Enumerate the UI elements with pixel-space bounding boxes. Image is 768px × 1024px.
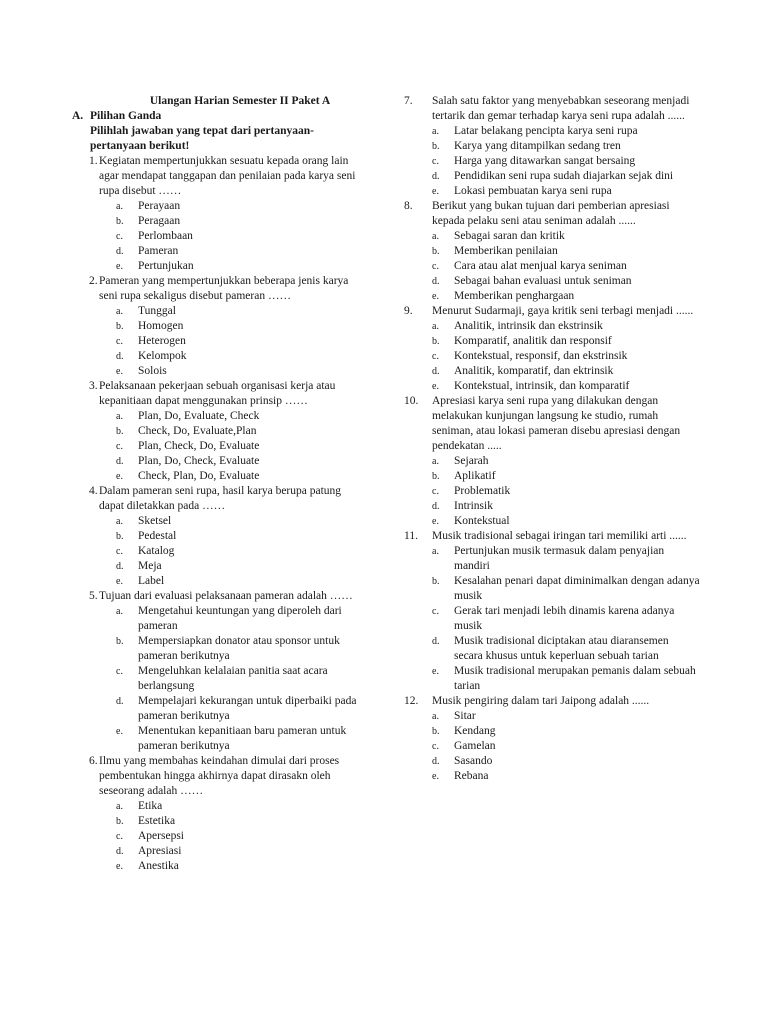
option-text: Memberikan penilaian xyxy=(454,245,558,257)
section-title: Pilihan Ganda xyxy=(90,110,162,122)
option-text: Heterogen xyxy=(138,335,186,347)
option-letter: c. xyxy=(432,741,439,752)
option-list xyxy=(72,409,368,484)
question-text: Dalam pameran seni rupa, hasil karya berupa patung dapat diletakkan pada …… xyxy=(99,485,342,512)
answer-option xyxy=(404,544,700,574)
answer-option xyxy=(72,259,368,274)
question-text: Salah satu faktor yang menyebabkan seseorang menjadi tertarik dan gemar terhadap karya seni rupa adalah ...... xyxy=(432,95,690,122)
option-text: Sebagai saran dan kritik xyxy=(454,230,565,242)
question-number: 2. xyxy=(89,275,98,287)
answer-option xyxy=(72,664,368,694)
answer-option xyxy=(72,844,368,859)
question-number: 12. xyxy=(404,695,419,707)
option-text: Kontekstual, responsif, dan ekstrinsik xyxy=(454,350,628,362)
answer-option xyxy=(404,484,700,499)
option-text: Katalog xyxy=(138,545,175,557)
answer-option xyxy=(404,274,700,289)
option-text: Menentukan kepanitiaan baru pameran untuk pameran berikutnya xyxy=(138,725,347,752)
question-list-left xyxy=(72,154,368,874)
option-list xyxy=(72,604,368,754)
option-letter: a. xyxy=(116,201,123,212)
question-item xyxy=(72,154,368,274)
page-title: Ulangan Harian Semester II Paket A xyxy=(149,95,331,107)
option-text: Solois xyxy=(138,365,167,377)
option-letter: e. xyxy=(116,471,123,482)
option-letter: a. xyxy=(432,456,439,467)
answer-option xyxy=(72,454,368,469)
option-list xyxy=(404,319,700,394)
option-text: Apresiasi xyxy=(138,845,182,857)
question-stem xyxy=(72,484,368,514)
answer-option xyxy=(404,319,700,334)
option-text: Analitik, komparatif, dan ektrinsik xyxy=(454,365,614,377)
option-text: Pendidikan seni rupa sudah diajarkan sejak dini xyxy=(454,170,674,182)
left-column xyxy=(72,94,368,874)
option-letter: a. xyxy=(432,126,439,137)
question-text: Menurut Sudarmaji, gaya kritik seni terbagi menjadi ...... xyxy=(432,305,694,317)
question-stem xyxy=(404,199,700,229)
option-text: Peragaan xyxy=(138,215,181,227)
option-text: Kendang xyxy=(454,725,496,737)
answer-option xyxy=(404,499,700,514)
question-item xyxy=(72,589,368,754)
option-letter: a. xyxy=(116,801,123,812)
option-letter: b. xyxy=(116,321,124,332)
question-number: 6. xyxy=(89,755,98,767)
answer-option xyxy=(72,439,368,454)
option-text: Check, Plan, Do, Evaluate xyxy=(138,470,260,482)
option-text: Tunggal xyxy=(138,305,176,317)
question-stem xyxy=(404,304,700,319)
answer-option xyxy=(404,139,700,154)
option-text: Mempersiapkan donator atau sponsor untuk pameran berikutnya xyxy=(138,635,340,662)
option-letter: a. xyxy=(116,606,123,617)
answer-option xyxy=(72,229,368,244)
question-stem xyxy=(404,394,700,454)
answer-option xyxy=(404,169,700,184)
question-text: Musik pengiring dalam tari Jaipong adalah ...... xyxy=(432,695,650,707)
question-text: Tujuan dari evaluasi pelaksanaan pameran adalah …… xyxy=(99,590,353,602)
option-text: Kontekstual, intrinsik, dan komparatif xyxy=(454,380,630,392)
question-item xyxy=(404,94,700,199)
answer-option xyxy=(404,154,700,169)
question-stem xyxy=(72,589,368,604)
answer-option xyxy=(72,349,368,364)
option-list xyxy=(72,304,368,379)
option-letter: e. xyxy=(116,366,123,377)
option-list xyxy=(72,199,368,274)
option-text: Estetika xyxy=(138,815,176,827)
option-letter: c. xyxy=(432,606,439,617)
question-item xyxy=(72,379,368,484)
answer-option xyxy=(72,544,368,559)
option-letter: d. xyxy=(116,561,124,572)
answer-option xyxy=(404,349,700,364)
answer-option xyxy=(404,709,700,724)
option-letter: b. xyxy=(116,816,124,827)
answer-option xyxy=(72,514,368,529)
option-letter: e. xyxy=(432,291,439,302)
option-text: Memberikan penghargaan xyxy=(454,290,575,302)
section-heading xyxy=(72,109,368,124)
question-text: Berikut yang bukan tujuan dari pemberian apresiasi kepada pelaku seni atau seniman adalah ...... xyxy=(432,200,670,227)
question-number: 8. xyxy=(404,200,413,212)
question-item xyxy=(404,394,700,529)
option-letter: a. xyxy=(432,711,439,722)
option-text: Perlombaan xyxy=(138,230,193,242)
answer-option xyxy=(72,694,368,724)
option-text: Apersepsi xyxy=(138,830,184,842)
option-text: Plan, Do, Check, Evaluate xyxy=(138,455,260,467)
option-letter: c. xyxy=(116,441,123,452)
option-text: Sitar xyxy=(454,710,476,722)
question-text: Pelaksanaan pekerjaan sebuah organisasi kerja atau kepanitiaan dapat menggunakan prinsip …… xyxy=(99,380,336,407)
option-text: Mengetahui keuntungan yang diperoleh dari pameran xyxy=(138,605,342,632)
option-letter: d. xyxy=(116,246,124,257)
answer-option xyxy=(404,604,700,634)
option-letter: b. xyxy=(116,636,124,647)
option-letter: b. xyxy=(116,426,124,437)
question-number: 11. xyxy=(404,530,418,542)
answer-option xyxy=(72,829,368,844)
option-list xyxy=(404,124,700,199)
question-number: 9. xyxy=(404,305,413,317)
question-stem xyxy=(72,379,368,409)
option-list xyxy=(404,544,700,694)
option-text: Kelompok xyxy=(138,350,187,362)
option-letter: d. xyxy=(432,756,440,767)
question-stem xyxy=(404,94,700,124)
option-letter: e. xyxy=(432,381,439,392)
option-text: Sebagai bahan evaluasi untuk seniman xyxy=(454,275,632,287)
option-text: Mempelajari kekurangan untuk diperbaiki pada pameran berikutnya xyxy=(138,695,357,722)
option-text: Karya yang ditampilkan sedang tren xyxy=(454,140,621,152)
option-letter: e. xyxy=(116,576,123,587)
instruction-text: Pilihlah jawaban yang tepat dari pertanyaan-pertanyaan berikut! xyxy=(90,125,314,152)
option-text: Check, Do, Evaluate,Plan xyxy=(138,425,257,437)
option-letter: e. xyxy=(116,726,123,737)
option-text: Musik tradisional diciptakan atau diaransemen secara khusus untuk keperluan sebuah tarian xyxy=(454,635,669,662)
question-stem xyxy=(404,694,700,709)
option-text: Plan, Do, Evaluate, Check xyxy=(138,410,260,422)
option-text: Sasando xyxy=(454,755,493,767)
option-text: Anestika xyxy=(138,860,179,872)
option-letter: a. xyxy=(432,321,439,332)
answer-option xyxy=(404,754,700,769)
answer-option xyxy=(72,574,368,589)
option-letter: a. xyxy=(432,231,439,242)
option-text: Pertunjukan musik termasuk dalam penyajian mandiri xyxy=(454,545,665,572)
question-text: Apresiasi karya seni rupa yang dilakukan dengan melakukan kunjungan langsung ke studio, rumah seniman, atau lokasi pameran disebu apresiasi dengan pendekatan ..... xyxy=(432,395,681,452)
question-number: 3. xyxy=(89,380,98,392)
option-letter: e. xyxy=(432,516,439,527)
answer-option xyxy=(404,334,700,349)
answer-option xyxy=(404,664,700,694)
option-letter: d. xyxy=(116,696,124,707)
option-letter: c. xyxy=(432,351,439,362)
option-text: Cara atau alat menjual karya seniman xyxy=(454,260,627,272)
option-letter: a. xyxy=(116,306,123,317)
option-letter: c. xyxy=(116,231,123,242)
answer-option xyxy=(404,184,700,199)
question-stem xyxy=(72,754,368,799)
question-stem xyxy=(404,529,700,544)
answer-option xyxy=(404,469,700,484)
option-list xyxy=(72,799,368,874)
question-list-right xyxy=(404,94,700,784)
option-letter: d. xyxy=(432,636,440,647)
option-letter: d. xyxy=(432,276,440,287)
option-letter: e. xyxy=(116,861,123,872)
option-text: Mengeluhkan kelalaian panitia saat acara berlangsung xyxy=(138,665,328,692)
question-item xyxy=(72,754,368,874)
option-text: Plan, Check, Do, Evaluate xyxy=(138,440,260,452)
answer-option xyxy=(404,229,700,244)
option-text: Latar belakang pencipta karya seni rupa xyxy=(454,125,638,137)
answer-option xyxy=(404,379,700,394)
answer-option xyxy=(404,769,700,784)
answer-option xyxy=(404,124,700,139)
section-label: A. xyxy=(72,110,84,122)
option-letter: d. xyxy=(116,846,124,857)
answer-option xyxy=(72,244,368,259)
answer-option xyxy=(72,634,368,664)
option-letter: b. xyxy=(116,216,124,227)
option-text: Analitik, intrinsik dan ekstrinsik xyxy=(454,320,603,332)
answer-option xyxy=(72,529,368,544)
answer-option xyxy=(72,724,368,754)
option-letter: d. xyxy=(432,171,440,182)
answer-option xyxy=(404,739,700,754)
option-text: Gamelan xyxy=(454,740,496,752)
answer-option xyxy=(72,364,368,379)
question-item xyxy=(72,484,368,589)
answer-option xyxy=(72,604,368,634)
option-letter: c. xyxy=(116,546,123,557)
option-letter: b. xyxy=(116,531,124,542)
option-text: Pedestal xyxy=(138,530,177,542)
option-text: Harga yang ditawarkan sangat bersaing xyxy=(454,155,636,167)
question-item xyxy=(404,199,700,304)
option-letter: e. xyxy=(116,261,123,272)
question-item xyxy=(72,274,368,379)
question-stem xyxy=(72,274,368,304)
answer-option xyxy=(404,364,700,379)
option-text: Rebana xyxy=(454,770,489,782)
option-text: Aplikatif xyxy=(454,470,496,482)
answer-option xyxy=(404,244,700,259)
option-letter: d. xyxy=(116,351,124,362)
option-letter: a. xyxy=(432,546,439,557)
answer-option xyxy=(404,514,700,529)
option-text: Pameran xyxy=(138,245,179,257)
answer-option xyxy=(72,319,368,334)
answer-option xyxy=(72,409,368,424)
option-list xyxy=(404,229,700,304)
answer-option xyxy=(404,724,700,739)
option-text: Gerak tari menjadi lebih dinamis karena adanya musik xyxy=(454,605,675,632)
option-letter: c. xyxy=(116,831,123,842)
option-letter: d. xyxy=(432,366,440,377)
option-letter: c. xyxy=(116,666,123,677)
option-letter: c. xyxy=(432,261,439,272)
answer-option xyxy=(72,559,368,574)
option-text: Meja xyxy=(138,560,162,572)
option-text: Etika xyxy=(138,800,163,812)
question-text: Ilmu yang membahas keindahan dimulai dari proses pembentukan hingga akhirnya dapat dirasakn oleh seseorang adalah …… xyxy=(99,755,340,797)
option-list xyxy=(404,709,700,784)
answer-option xyxy=(404,289,700,304)
question-stem xyxy=(72,154,368,199)
answer-option xyxy=(404,574,700,604)
option-text: Problematik xyxy=(454,485,511,497)
option-letter: c. xyxy=(432,486,439,497)
answer-option xyxy=(72,199,368,214)
option-text: Pertunjukan xyxy=(138,260,194,272)
question-number: 10. xyxy=(404,395,419,407)
question-number: 5. xyxy=(89,590,98,602)
question-text: Kegiatan mempertunjukkan sesuatu kepada orang lain agar mendapat tanggapan dan penilaian pada karya seni rupa disebut …… xyxy=(99,155,356,197)
question-number: 4. xyxy=(89,485,98,497)
option-letter: a. xyxy=(116,516,123,527)
option-text: Lokasi pembuatan karya seni rupa xyxy=(454,185,612,197)
right-column xyxy=(404,94,700,784)
option-list xyxy=(404,454,700,529)
answer-option xyxy=(72,814,368,829)
option-letter: e. xyxy=(432,771,439,782)
question-text: Musik tradisional sebagai iringan tari memiliki arti ...... xyxy=(432,530,687,542)
option-letter: b. xyxy=(432,471,440,482)
option-text: Homogen xyxy=(138,320,184,332)
option-letter: b. xyxy=(432,726,440,737)
option-letter: c. xyxy=(116,336,123,347)
answer-option xyxy=(72,214,368,229)
option-letter: b. xyxy=(432,336,440,347)
question-item xyxy=(404,529,700,694)
answer-option xyxy=(72,799,368,814)
question-item xyxy=(404,694,700,784)
option-text: Kesalahan penari dapat diminimalkan dengan adanya musik xyxy=(454,575,700,602)
option-letter: e. xyxy=(432,666,439,677)
answer-option xyxy=(404,454,700,469)
option-text: Kontekstual xyxy=(454,515,510,527)
answer-option xyxy=(72,469,368,484)
option-text: Sketsel xyxy=(138,515,172,527)
answer-option xyxy=(404,634,700,664)
question-number: 1. xyxy=(89,155,98,167)
option-letter: b. xyxy=(432,141,440,152)
option-letter: e. xyxy=(432,186,439,197)
option-text: Komparatif, analitik dan responsif xyxy=(454,335,612,347)
answer-option xyxy=(72,859,368,874)
question-number: 7. xyxy=(404,95,413,107)
question-item xyxy=(404,304,700,394)
option-letter: a. xyxy=(116,411,123,422)
answer-option xyxy=(72,424,368,439)
option-list xyxy=(72,514,368,589)
option-text: Sejarah xyxy=(454,455,489,467)
option-letter: b. xyxy=(432,246,440,257)
option-text: Label xyxy=(138,575,165,587)
option-letter: c. xyxy=(432,156,439,167)
option-text: Intrinsik xyxy=(454,500,493,512)
option-letter: d. xyxy=(432,501,440,512)
answer-option xyxy=(404,259,700,274)
option-letter: d. xyxy=(116,456,124,467)
question-text: Pameran yang mempertunjukkan beberapa jenis karya seni rupa sekaligus disebut pameran …… xyxy=(99,275,349,302)
option-text: Perayaan xyxy=(138,200,181,212)
option-letter: b. xyxy=(432,576,440,587)
answer-option xyxy=(72,304,368,319)
answer-option xyxy=(72,334,368,349)
option-text: Musik tradisional merupakan pemanis dalam sebuah tarian xyxy=(454,665,696,692)
